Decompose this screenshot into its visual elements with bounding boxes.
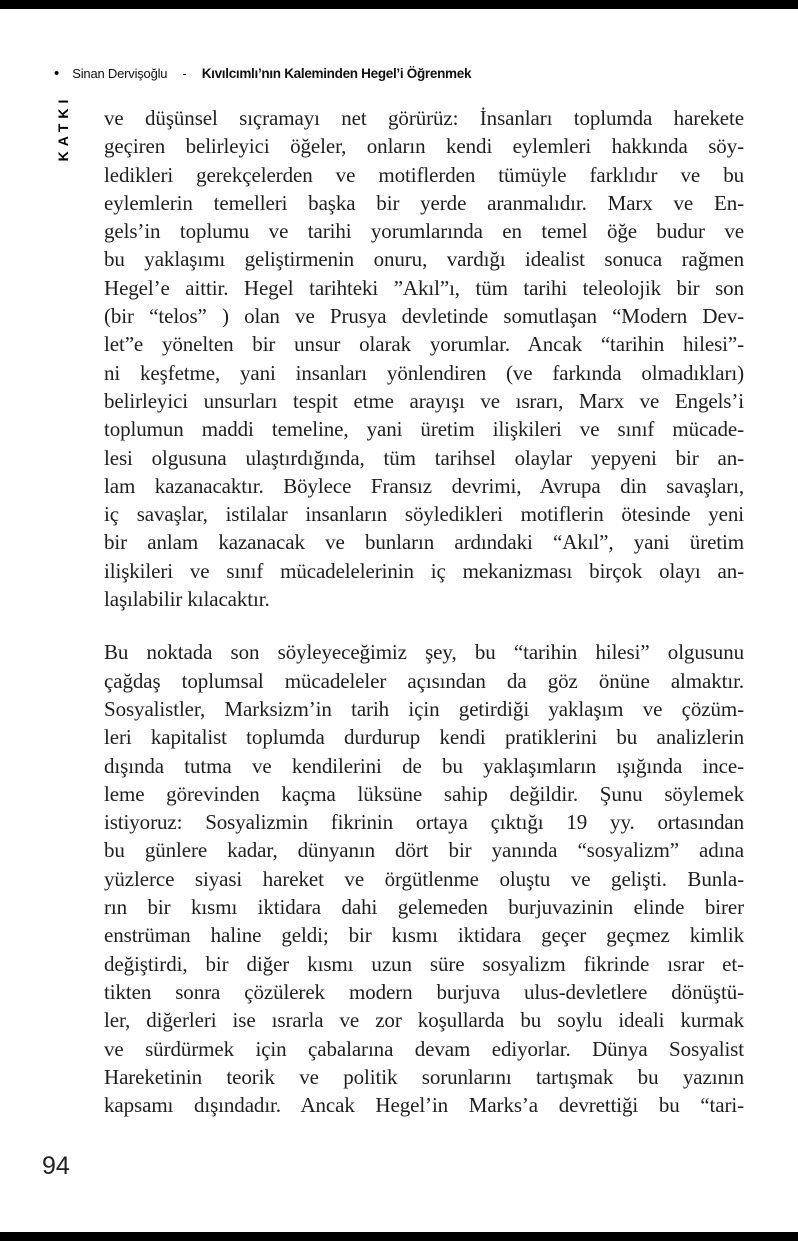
text-line: ve sürdürmek için çabalarına devam ediyorlar. Dünya Sosyalist [104,1036,744,1061]
text-line: bir anlam kazanacak ve bunların ardındaki “Akıl”, yani üretim [104,530,744,555]
text-line: let”e yönelten bir unsur olarak yorumlar. Ancak “tarihin hilesi”- [104,332,744,357]
text-line: ni keşfetme, yani insanları yönlendiren (ve farkında olmadıkları) [104,360,744,385]
spine-label: KATKI [55,94,71,162]
page-top-edge [0,0,798,9]
text-line: dışında tutma ve kendilerini de bu yaklaşımların ışığında ince- [104,753,744,778]
text-line: ve düşünsel sıçramayı net görürüz: İnsanları toplumda harekete [104,106,744,130]
text-line: tikten sonra çözülerek modern burjuva ulus-devletlere dönüştü- [104,979,744,1004]
text-line: leri kapitalist toplumda durdurup kendi pratiklerini bu analizlerin [104,725,744,750]
header-separator: - [182,65,187,81]
text-line: iç savaşlar, istilalar insanların söyledikleri motiflerin ötesinde yeni [104,502,744,527]
text-line: gels’in toplumu ve tarihi yorumlarında en temel öğe budur ve [104,219,744,244]
text-line: kapsamı dışındadır. Ancak Hegel’in Marks’a devrettiği bu “tari- [104,1093,744,1118]
text-line: değiştirdi, bir diğer kısmı uzun süre sosyalizm fikrinde ısrar et- [104,951,744,976]
text-line: eylemlerin temelleri başka bir yerde aranmalıdır. Marx ve En- [104,190,744,215]
text-line: leme görevinden kaçma lüksüne sahip değildir. Şunu söylemek [104,781,744,806]
text-line: bu yaklaşımı geliştirmenin onuru, vardığı idealist sonuca rağmen [104,247,744,272]
text-line: Bu noktada son söyleyeceğimiz şey, bu “tarihin hilesi” olgusunu [104,640,744,665]
text-line: Sosyalistler, Marksizm’in tarih için getirdiği yaklaşım ve çözüm- [104,696,744,721]
paragraph [104,104,744,613]
text-line: ilişkileri ve sınıf mücadelelerinin iç mekanizması birçok olayı an- [104,558,744,583]
text-line: bu günlere kadar, dünyanın dört bir yanında “sosyalizm” adına [104,838,744,863]
running-header [54,64,471,82]
text-line: ledikleri gerekçelerden ve motiflerden tümüyle farklıdır ve bu [104,162,744,187]
text-line: lesi olgusuna ulaştırdığında, tüm tarihsel olaylar yepyeni bir an- [104,445,744,470]
text-line: istiyoruz: Sosyalizmin fikrinin ortaya çıktığı 19 yy. ortasından [104,810,744,835]
text-line: ler, diğerleri ise ısrarla ve zor koşullarda bu soylu ideali kurmak [104,1008,744,1033]
text-line: belirleyici unsurları tespit etme arayışı ve ısrarı, Marx ve Engels’i [104,388,744,413]
paragraph [104,638,744,1119]
page-bottom-edge [0,1232,798,1241]
text-line: lam kazanacaktır. Böylece Fransız devrimi, Avrupa din savaşları, [104,473,744,498]
header-book-title: Kıvılcımlı’nın Kaleminden Hegel’i Öğrenmek [201,65,472,81]
text-line: rın bir kısmı iktidara dahi gelemeden burjuvazinin elinde birer [104,895,744,920]
text-line: toplumun maddi temeline, yani üretim ilişkileri ve sınıf mücade- [104,417,744,442]
header-author: Sinan Dervişoğlu [72,65,168,81]
text-line: enstrüman haline geldi; bir kısmı iktidara geçer geçmez kimlik [104,923,744,948]
bullet-icon: • [54,64,60,82]
text-line: yüzlerce siyasi hareket ve örgütlenme oluştu ve gelişti. Bunla- [104,866,744,891]
text-line: laşılabilir kılacaktır. [104,587,270,612]
body-text [104,104,744,1144]
text-line: geçiren belirleyici öğeler, onların kendi eylemleri hakkında söy- [104,134,744,159]
text-line: (bir “telos” ) olan ve Prusya devletinde somutlaşan “Modern Dev- [104,304,744,329]
page-number: 94 [42,1152,70,1180]
text-line: Hareketinin teorik ve politik sorunlarını tartışmak bu yazının [104,1064,744,1089]
text-line: çağdaş toplumsal mücadeleler açısından da göz önüne almaktır. [104,668,744,693]
text-line: Hegel’e aittir. Hegel tarihteki ”Akıl”ı, tüm tarihi teleolojik bir son [104,275,744,300]
